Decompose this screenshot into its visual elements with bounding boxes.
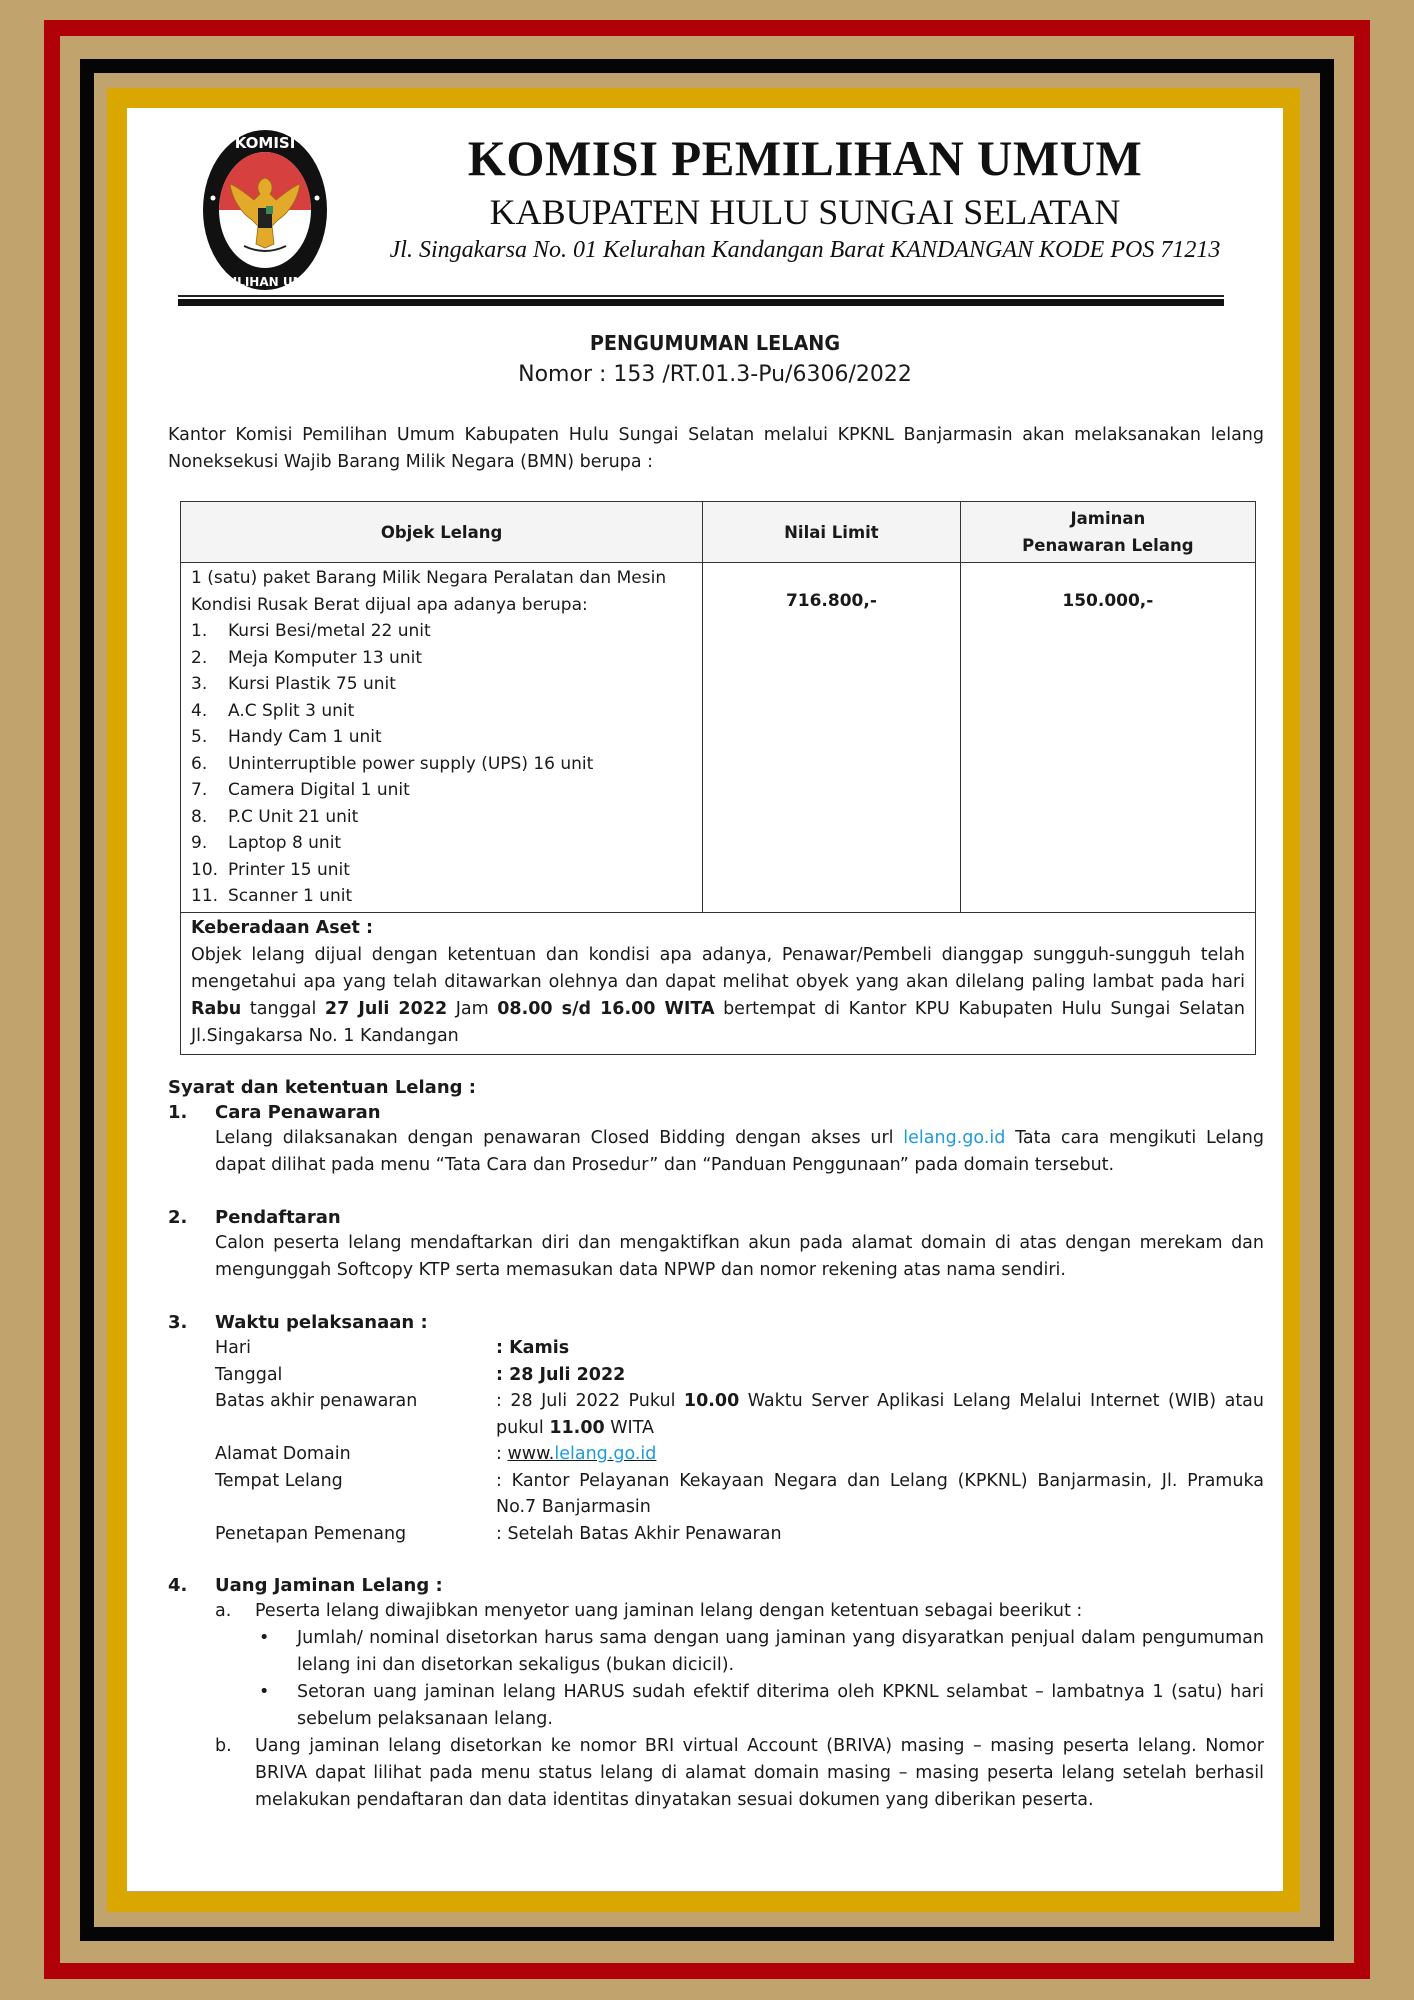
header-guarantee-line1: Jaminan [1070, 509, 1146, 528]
list-item: 7. Camera Digital 1 unit [191, 780, 410, 800]
header-limit: Nilai Limit [703, 502, 961, 563]
list-item: 2. Meja Komputer 13 unit [191, 647, 422, 668]
letterhead-rule-thick [178, 299, 1224, 306]
schedule-place: Tempat Lelang : Kantor Pelayanan Kekayaan Negara dan Lelang (KPKNL) Banjarmasin, Jl. Pramuka No.7 Banjarmasin [215, 1470, 1264, 1517]
bullet-item: • Setoran uang jaminan lelang HARUS sudah efektif diterima oleh KPKNL selambat – lambatnya 1 (satu) hari sebelum pelaksanaan lelang. [255, 1679, 1264, 1733]
item-list [191, 618, 692, 910]
list-item: 4. A.C Split 3 unit [191, 700, 355, 721]
schedule-winner: Penetapan Pemenang : Setelah Batas Akhir Penawaran [215, 1523, 782, 1544]
header-guarantee [960, 502, 1255, 563]
list-item: 6. Uninterruptible power supply (UPS) 16 unit [191, 753, 594, 774]
document-number: Nomor : 153 /RT.01.3-Pu/6306/2022 [518, 362, 912, 387]
list-item: 3. Kursi Plastik 75 unit [191, 674, 396, 694]
section-cara-penawaran [168, 1100, 1264, 1179]
section-waktu-pelaksanaan [168, 1310, 1264, 1547]
section-title: Pendaftaran [215, 1207, 341, 1228]
letterhead-rule-thin [178, 295, 1224, 297]
header-object: Objek Lelang [181, 502, 703, 563]
table-header-row [181, 502, 1256, 563]
section-title: Cara Penawaran [215, 1102, 381, 1123]
limit-value: 716.800,- [703, 563, 961, 913]
section-number: 4. [168, 1575, 188, 1596]
table-row-asset [181, 912, 1256, 1054]
lelang-link[interactable]: lelang.go.id [903, 1128, 1006, 1148]
domain-link[interactable]: www.lelang.go.id [507, 1444, 657, 1464]
list-item: 5. Handy Cam 1 unit [191, 727, 382, 747]
intro-paragraph: Kantor Komisi Pemilihan Umum Kabupaten Hulu Sungai Selatan melalui KPKNL Banjarmasin akan melaksanakan lelang Noneksekusi Wajib Barang Milik Negara (BMN) berupa : [168, 425, 1264, 472]
schedule-domain: Alamat Domain : www.lelang.go.id [215, 1444, 657, 1464]
section-number: 2. [168, 1207, 188, 1228]
guarantee-value: 150.000,- [960, 563, 1255, 913]
list-item: 10. Printer 15 unit [191, 859, 350, 880]
schedule-day: Hari : Kamis [215, 1338, 570, 1358]
bullet-item: • Jumlah/ nominal disetorkan harus sama dengan uang jaminan yang disyaratkan penjual dalam pengumuman lelang ini dan disetorkan sekaligus (bukan dicicil). [255, 1625, 1264, 1679]
asset-text: Objek lelang dijual dengan ketentuan dan kondisi apa adanya, Penawar/Pembeli dianggap sungguh-sungguh telah mengetahui apa yang telah ditawarkan olehnya dan dapat melihat obyek yang akan dilelang paling lambat pada hari Rabu tanggal 27 Juli 2022 Jam 08.00 s/d 16.00 WITA bertempat di Kantor KPU Kabupaten Hulu Sungai Selatan Jl.Singakarsa No. 1 Kandangan [191, 944, 1246, 1046]
organization-name: KOMISI PEMILIHAN UMUM [467, 130, 1143, 186]
header-guarantee-line2: Penawaran Lelang [1022, 536, 1194, 555]
kpu-emblem-icon [200, 128, 330, 293]
section-number: 3. [168, 1312, 188, 1333]
section-pendaftaran [168, 1205, 1264, 1284]
section-uang-jaminan [168, 1573, 1264, 1814]
organization-address: Jl. Singakarsa No. 01 Kelurahan Kandangan Barat KANDANGAN KODE POS 71213 [389, 237, 1221, 263]
organization-unit: KABUPATEN HULU SUNGAI SELATAN [489, 192, 1121, 232]
table-row [181, 563, 1256, 913]
section-text: Lelang dilaksanakan dengan penawaran Closed Bidding dengan akses url lelang.go.id Tata cara mengikuti Lelang dapat dilihat pada menu “Tata Cara dan Prosedur” dan “Panduan Penggunaan” pada domain tersebut. [215, 1128, 1264, 1175]
auction-object-table [180, 501, 1256, 1055]
terms-section [168, 1076, 1264, 1814]
list-item: 8. P.C Unit 21 unit [191, 806, 359, 827]
asset-cell [181, 912, 1256, 1054]
logo-bottom-text: PEMILIHAN UMUM [203, 275, 327, 289]
subitem-a: a. Peserta lelang diwajibkan menyetor uang jaminan lelang dengan ketentuan sebagai beerikut : • Jumlah/ nominal disetorkan harus sama dengan uang jaminan yang disyaratkan penjual dalam pengumuman lelang ini dan disetorkan sekaligus (bukan dicicil). • Setoran uang jaminan lelang HARUS sudah efektif diterima oleh KPKNL selambat – lambatnya 1 (satu) hari sebelum pelaksanaan lelang. [215, 1598, 1264, 1733]
asset-title: Keberadaan Aset : [191, 917, 373, 938]
section-text: Calon peserta lelang mendaftarkan diri dan mengaktifkan akun pada alamat domain di atas dengan merekam dan mengunggah Softcopy KTP serta memasukan data NPWP dan nomor rekening atas nama sendiri. [215, 1233, 1264, 1280]
logo-top-text: KOMISI [234, 134, 296, 152]
document-title: PENGUMUMAN LELANG [589, 331, 841, 355]
subitem-b: b. Uang jaminan lelang disetorkan ke nomor BRI virtual Account (BRIVA) masing – masing peserta lelang. Nomor BRIVA dapat lilihat pada menu status lelang di alamat domain masing – masing peserta lelang setelah berhasil melakukan pendaftaran dan data identitas dinyatakan sesuai dokumen yang diberikan peserta. [215, 1736, 1264, 1810]
bullet-icon: • [259, 1682, 270, 1702]
bullet-icon: • [259, 1628, 270, 1648]
object-cell [181, 563, 703, 913]
terms-title: Syarat dan ketentuan Lelang : [168, 1077, 476, 1098]
schedule-deadline: Batas akhir penawaran : 28 Juli 2022 Pukul 10.00 Waktu Server Aplikasi Lelang Melalui Internet (WIB) atau pukul 11.00 WITA [215, 1391, 1264, 1438]
list-item: 9. Laptop 8 unit [191, 833, 342, 853]
section-title: Uang Jaminan Lelang : [215, 1575, 443, 1596]
section-number: 1. [168, 1102, 188, 1123]
list-item: 1. Kursi Besi/metal 22 unit [191, 621, 431, 641]
schedule-date: Tanggal : 28 Juli 2022 [215, 1364, 626, 1385]
list-item: 11. Scanner 1 unit [191, 886, 353, 906]
section-title: Waktu pelaksanaan : [215, 1312, 428, 1333]
package-description: 1 (satu) paket Barang Milik Negara Peralatan dan Mesin Kondisi Rusak Berat dijual apa adanya berupa: [191, 568, 667, 615]
